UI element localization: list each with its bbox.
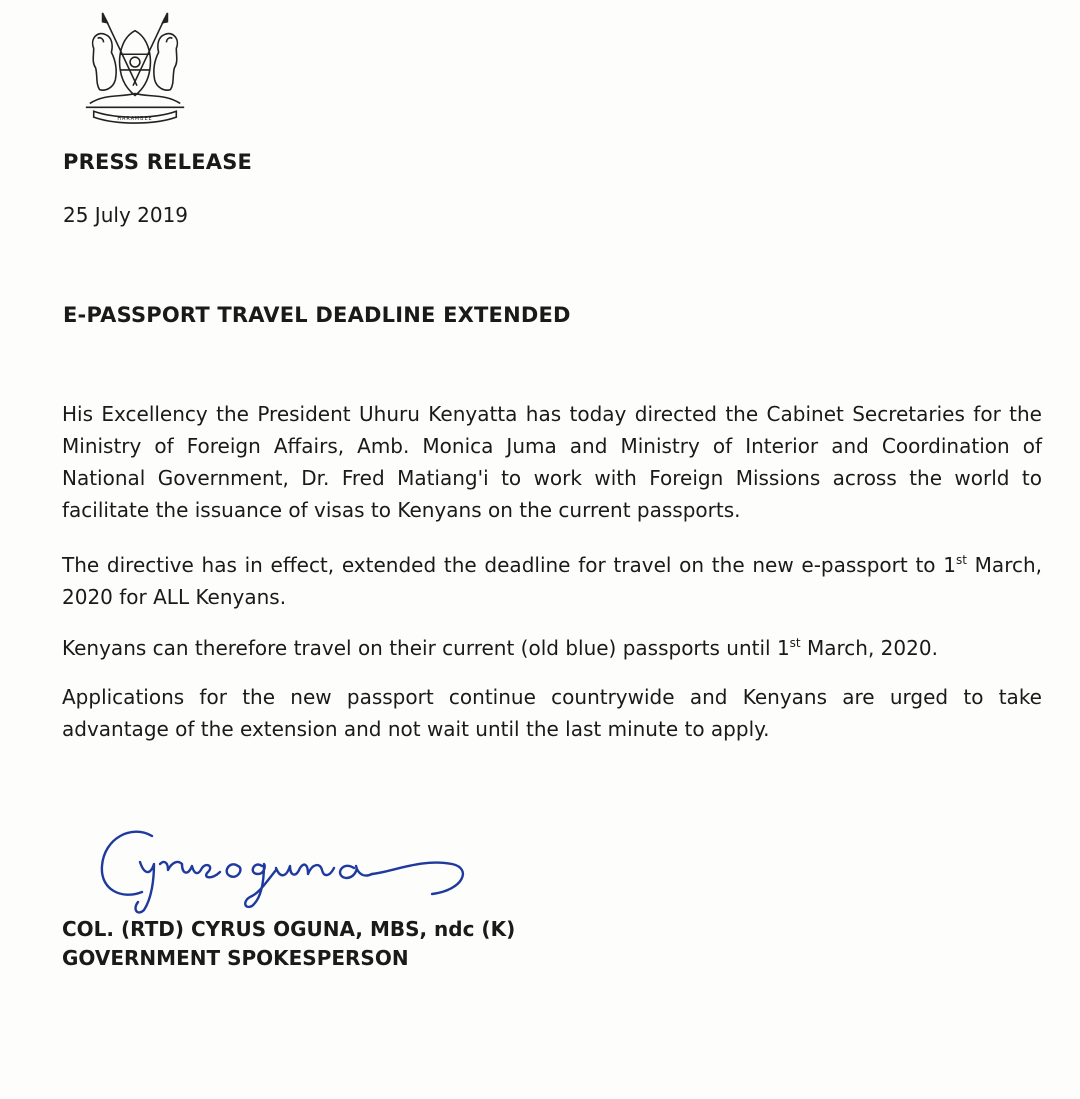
ordinal-suffix: st xyxy=(955,553,967,567)
paragraph-3-text-start: Kenyans can therefore travel on their current (old blue) passports until 1 xyxy=(62,636,790,660)
headline: E-PASSPORT TRAVEL DEADLINE EXTENDED xyxy=(63,303,571,327)
paragraph-2-text-start: The directive has in effect, extended the deadline for travel on the new e-passport to 1 xyxy=(62,553,956,577)
svg-text:HARAMBEE: HARAMBEE xyxy=(117,116,153,123)
signatory-title: GOVERNMENT SPOKESPERSON xyxy=(62,946,409,970)
body-paragraph-4: Applications for the new passport continue countrywide and Kenyans are urged to take advantage of the extension and not wait until the last minute to apply. xyxy=(62,685,1042,741)
handwritten-signature xyxy=(92,818,482,918)
body-paragraph-1: His Excellency the President Uhuru Kenyatta has today directed the Cabinet Secretaries for the Ministry of Foreign Affairs, Amb. Monica Juma and Ministry of Interior and Coordination of National Government, Dr. Fred Matiang'i to work with Foreign Missions across the world to facilitate the issuance of visas to Kenyans on the current passports. xyxy=(62,402,1042,522)
signatory-name: COL. (RTD) CYRUS OGUNA, MBS, ndc (K) xyxy=(62,917,516,941)
body-paragraph-3 xyxy=(62,632,1042,664)
paragraph-3-text-end: March, 2020. xyxy=(800,636,938,660)
press-release-label: PRESS RELEASE xyxy=(63,150,253,174)
body-paragraph-2 xyxy=(62,549,1042,613)
coat-of-arms-emblem xyxy=(76,8,194,128)
ordinal-suffix: st xyxy=(789,636,801,650)
paragraph-2-text-end: March, 2020 for ALL Kenyans. xyxy=(62,553,1043,609)
release-date: 25 July 2019 xyxy=(63,203,189,227)
